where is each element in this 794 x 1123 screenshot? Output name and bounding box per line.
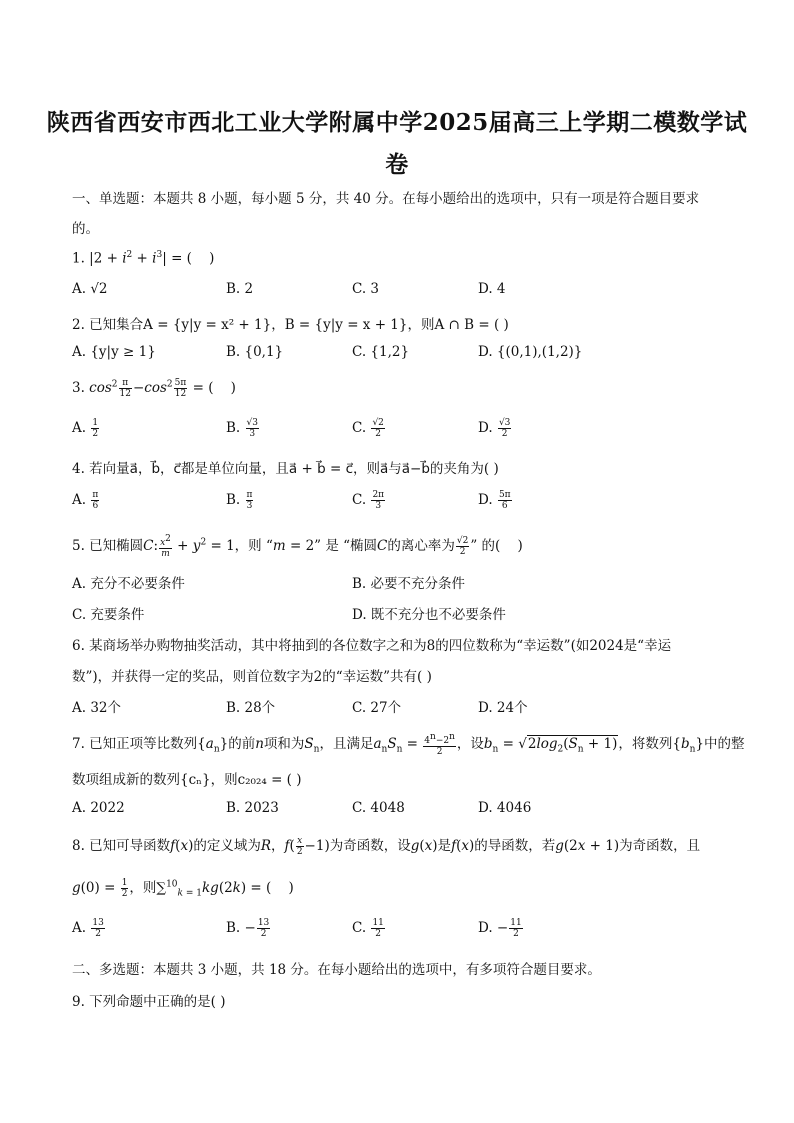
q6-option-c: C. 27个 <box>352 700 402 716</box>
q1-option-d: D. 4 <box>478 281 506 297</box>
question-9: 9. 下列命题中正确的是( ) <box>72 994 226 1010</box>
q8-option-c: C. $\frac{11}{2}$ <box>352 918 384 939</box>
q5-option-c: C. 充要条件 <box>72 607 145 623</box>
q1-option-b: B. 2 <box>226 281 254 297</box>
question-4: 4. 若向量a⃗，b⃗，c⃗都是单位向量，且a⃗ + b⃗ = c⃗，则a⃗与a⃗−b⃗的夹角为( ) <box>72 461 499 477</box>
q2-option-a: A. {y|y ≥ 1} <box>72 344 156 360</box>
question-8-line-1: 8. 已知可导函数f(x)的定义域为R，f( $\frac{x}{2}$ −1)为奇函数，设g(x)是f(x)的导函数，若g(2x + 1)为奇函数，且 <box>72 836 701 857</box>
question-8-line-2: g(0) = $\frac{1}{2}$ ，则∑$^{10}_{k = 1}$kg(2k) = ( ) <box>72 878 294 899</box>
title-line-2: 卷 <box>385 151 409 178</box>
q6-option-d: D. 24个 <box>478 700 528 716</box>
section-1-heading-cont: 的。 <box>72 221 99 237</box>
section-2-heading: 二、多选题：本题共 3 小题，共 18 分。在每小题给出的选项中，有多项符合题目要求。 <box>72 962 601 978</box>
q8-option-a: A. $\frac{13}{2}$ <box>72 918 104 939</box>
q8-option-b: B. − $\frac{13}{2}$ <box>226 918 270 939</box>
q4-option-c: C. $\frac{2\pi}{3}$ <box>352 490 385 511</box>
q3-option-a: A. $\frac{1}{2}$ <box>72 418 99 439</box>
q3-option-c: C. $\frac{√2}{2}$ <box>352 418 384 439</box>
question-1: 1. $|2 + i^2 + i^3|$ = ( ) <box>72 250 215 267</box>
question-2: 2. 已知集合A = {y|y = x² + 1}，B = {y|y = x + 1}，则A ∩ B = ( ) <box>72 317 509 333</box>
q4-option-d: D. $\frac{5\pi}{6}$ <box>478 490 511 511</box>
question-6-line-2: 数”)，并获得一定的奖品，则首位数字为2的“幸运数”共有( ) <box>72 669 432 685</box>
q6-option-a: A. 32个 <box>72 700 122 716</box>
question-3: 3. $\cos^2$ $\frac{\pi}{12}$ $-\cos^2$ $\frac{5\pi}{12}$ = ( ) <box>72 378 236 399</box>
q5-option-a: A. 充分不必要条件 <box>72 576 185 592</box>
q8-option-d: D. − $\frac{11}{2}$ <box>478 918 522 939</box>
question-7-line-2: 数项组成新的数列{cₙ}，则c₂₀₂₄ = ( ) <box>72 772 302 788</box>
q5-option-d: D. 既不充分也不必要条件 <box>352 607 506 623</box>
q4-option-b: B. $\frac{\pi}{3}$ <box>226 490 253 511</box>
q3-option-b: B. $\frac{√3}{3}$ <box>226 418 258 439</box>
q1-option-a: A. √2 <box>72 281 108 297</box>
q2-option-b: B. {0,1} <box>226 344 284 360</box>
q2-option-d: D. {(0,1),(1,2)} <box>478 344 583 360</box>
title-line-1: 陕西省西安市西北工业大学附属中学2025届高三上学期二模数学试 <box>46 109 748 136</box>
q3-option-d: D. $\frac{√3}{2}$ <box>478 418 511 439</box>
section-1-heading: 一、单选题：本题共 8 小题，每小题 5 分，共 40 分。在每小题给出的选项中，只有一项是符合题目要求 <box>72 191 700 207</box>
q6-option-b: B. 28个 <box>226 700 276 716</box>
q7-option-d: D. 4046 <box>478 800 532 816</box>
q7-option-b: B. 2023 <box>226 800 279 816</box>
question-7-line-1: 7. 已知正项等比数列$\{a_n\}$的前n项和为$S_n$，且满足$a_nS_n$ = $\frac{4^n-2^n}{2}$ ，设$b_n = √2\log_2(S_n + 1)$，将数列$\{b_n\}$中的整 <box>72 732 745 757</box>
q7-option-c: C. 4048 <box>352 800 405 816</box>
question-6-line-1: 6. 某商场举办购物抽奖活动，其中将抽到的各位数字之和为8的四位数称为“幸运数”(如2024是“幸运 <box>72 638 672 654</box>
question-5: 5. 已知椭圆C: $\frac{x^2}{m}$ + $y^2 = 1$，则 “m = 2” 是 “椭圆C的离心率为 $\frac{√2}{2}$ ” 的( ) <box>72 534 523 559</box>
q4-option-a: A. $\frac{\pi}{6}$ <box>72 490 99 511</box>
q7-option-a: A. 2022 <box>72 800 125 816</box>
q1-option-c: C. 3 <box>352 281 380 297</box>
q2-option-c: C. {1,2} <box>352 344 410 360</box>
q5-option-b: B. 必要不充分条件 <box>352 576 466 592</box>
